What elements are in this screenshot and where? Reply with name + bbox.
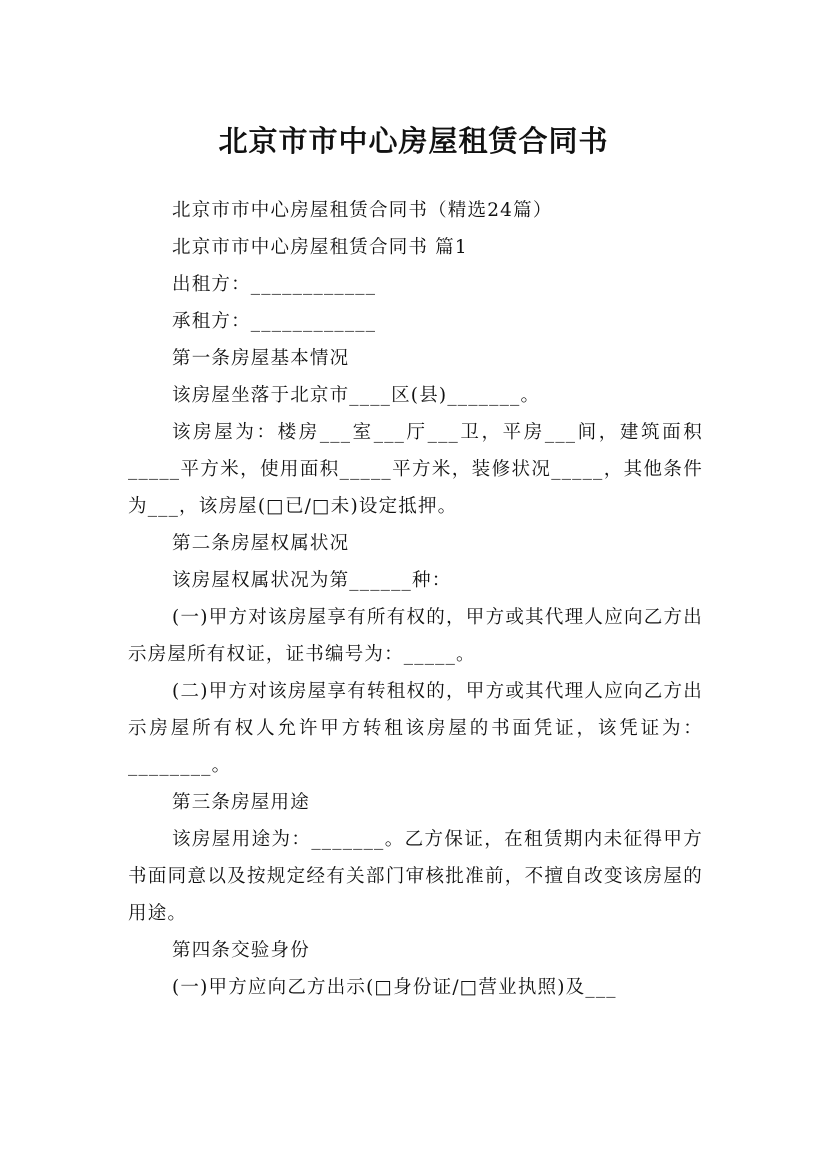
paragraph: 该房屋为：楼房___室___厅___卫，平房___间，建筑面积_____平方米，使用面积_____平方米，装修状况_____，其他条件为___，该房屋(□已/□未)设定抵押。 [128,422,703,517]
paragraph: (一)甲方对该房屋享有所有权的，甲方或其代理人应向乙方出示房屋所有权证，证书编号为：_____。 [128,607,703,665]
paragraph: 该房屋用途为：_______。乙方保证，在租赁期内未征得甲方书面同意以及按规定经有关部门审核批准前，不擅自改变该房屋的用途。 [128,829,703,924]
article-heading: 第四条交验身份 [172,940,310,961]
section-heading: 北京市市中心房屋租赁合同书 篇1 [172,237,468,258]
paragraph: 该房屋权属状况为第______种： [172,570,452,591]
lessor-line: 出租方：____________ [172,274,377,295]
lessee-line: 承租方：____________ [172,311,377,332]
paragraph: (一)甲方应向乙方出示(□身份证/□营业执照)及___ [172,977,617,998]
article-heading: 第一条房屋基本情况 [172,348,350,369]
paragraph: (二)甲方对该房屋享有转租权的，甲方或其代理人应向乙方出示房屋所有权人允许甲方转租该房屋的书面凭证，该凭证为：________。 [128,681,703,776]
article-heading: 第二条房屋权属状况 [172,533,350,554]
document-title: 北京市市中心房屋租赁合同书 [218,124,609,159]
paragraph: 该房屋坐落于北京市____区(县)_______。 [172,385,541,406]
doc-subtitle: 北京市市中心房屋租赁合同书（精选24篇） [172,200,553,221]
article-heading: 第三条房屋用途 [172,792,310,813]
document-body [128,192,703,1006]
